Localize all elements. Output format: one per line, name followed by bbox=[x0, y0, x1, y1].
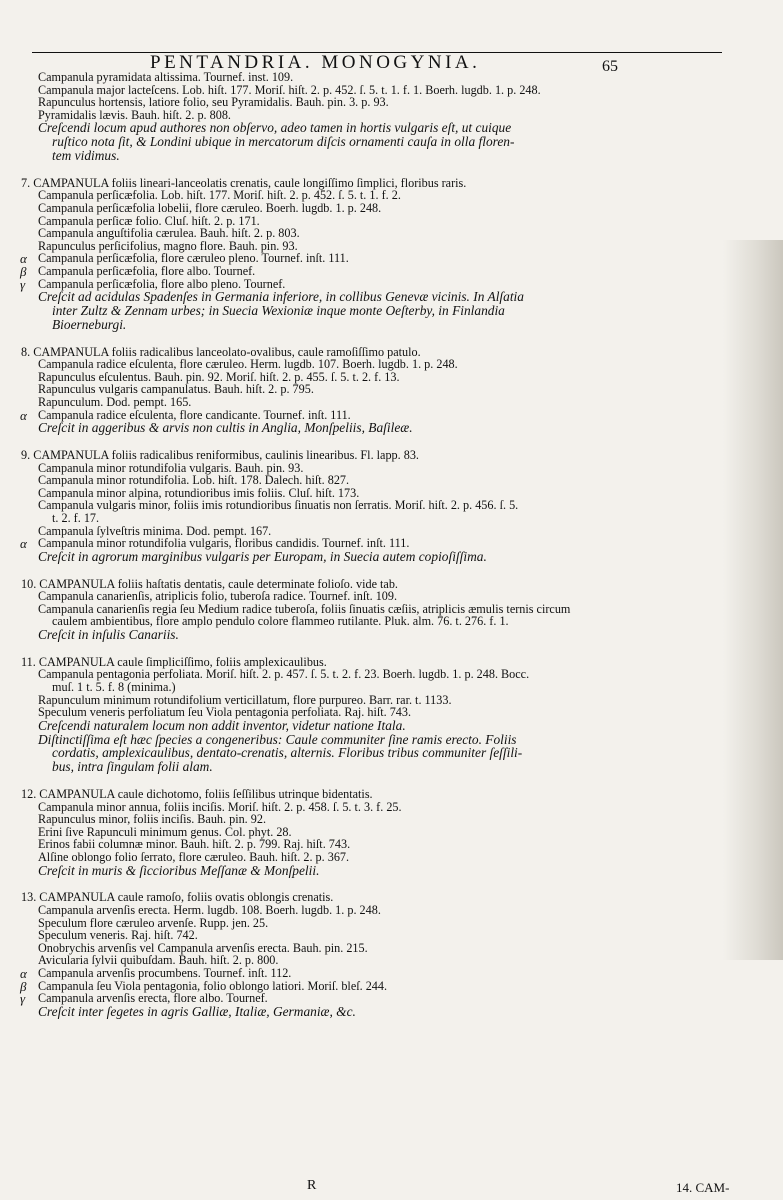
synonym-line: Campanula perſicæfolia lobelii, flore cæruleo. Boerh. lugdb. 1. p. 248. bbox=[38, 201, 382, 215]
synonym-line: Campanula canarienſis regia ſeu Medium radice tuberoſa, foliis ſinuatis cæſiis, atriplicis æmulis ternis circum bbox=[38, 601, 571, 616]
habitat-note: ruſtico nota ſit, & Londini ubique in mercatorum diſcis ornamenti cauſa in olla floren- bbox=[52, 134, 515, 150]
variety-marker: γ bbox=[20, 991, 26, 1007]
habitat-note: Creſcit in aggeribus & arvis non cultis in Anglia, Monſpeliis, Baſileæ. bbox=[38, 420, 413, 436]
synonym-line: Campanula canarienſis, atriplicis folio, tuberoſa radice. Tournef. inſt. 109. bbox=[38, 589, 398, 604]
synonym-line: Pyramidalis lævis. Bauh. hiſt. 2. p. 808. bbox=[38, 107, 231, 122]
species-heading: 8. CAMPANULA foliis radicalibus lanceolato-ovalibus, caule ramoſiſſimo patulo. bbox=[21, 344, 421, 359]
synonym-line: Rapunculum. Dod. pempt. 165. bbox=[38, 395, 192, 409]
synonym-line: Campanula arvenſis procumbens. Tournef. inſt. 112. bbox=[38, 966, 292, 980]
habitat-note: Creſcit in inſulis Canariis. bbox=[38, 627, 179, 642]
variety-marker: α bbox=[20, 407, 27, 423]
synonym-line: Campanula ſylveſtris minima. Dod. pempt. 167. bbox=[38, 523, 272, 538]
synonym-line: Campanula minor alpina, rotundioribus imis foliis. Cluſ. hiſt. 173. bbox=[38, 485, 360, 500]
synonym-line: muſ. 1 t. 5. f. 8 (minima.) bbox=[52, 680, 176, 694]
synonym-line: Campanula ſeu Viola pentagonia, folio oblongo latiori. Moriſ. bleſ. 244. bbox=[38, 978, 388, 993]
species-heading: 12. CAMPANULA caule dichotomo, foliis ſeſſilibus utrinque bidentatis. bbox=[21, 787, 373, 801]
species-heading: 9. CAMPANULA foliis radicalibus reniformibus, caulinis linearibus. Fl. lapp. 83. bbox=[21, 448, 419, 462]
habitat-note: Bioerneburgi. bbox=[52, 316, 127, 332]
synonym-line: Campanula minor annua, foliis inciſis. Moriſ. hiſt. 2. p. 458. ſ. 5. t. 3. f. 25. bbox=[38, 799, 402, 814]
synonym-line: Speculum veneris perfoliatum ſeu Viola pentagonia perfoliata. Raj. hiſt. 743. bbox=[38, 705, 412, 720]
variety-marker: β bbox=[20, 264, 27, 279]
synonym-line: Campanula major lacteſcens. Lob. hiſt. 177. Moriſ. hiſt. 2. p. 452. ſ. 5. t. 1. f. 1. Boerh. lugdb. 1. p. 248. bbox=[38, 82, 541, 97]
synonym-line: Rapunculum minimum rotundifolium verticillatum, flore purpureo. Barr. rar. t. 1133. bbox=[38, 692, 452, 707]
synonym-line: Campanula perſicæfolia, flore cæruleo pleno. Tournef. inſt. 111. bbox=[38, 251, 349, 266]
synonym-line: Campanula perſicæfolia. Lob. hiſt. 177. Moriſ. hiſt. 2. p. 452. ſ. 5. t. 1. f. 2. bbox=[38, 188, 401, 203]
synonym-line: Speculum veneris. Raj. hiſt. 742. bbox=[38, 928, 198, 943]
habitat-note: Creſcendi naturalem locum non addit inventor, videtur natione Itala. bbox=[38, 717, 406, 733]
bleed-through-shadow bbox=[723, 240, 783, 960]
synonym-line: Rapunculus vulgaris campanulatus. Bauh. hiſt. 2. p. 795. bbox=[38, 382, 314, 397]
synonym-line: Campanula radice eſculenta, flore cæruleo. Herm. lugdb. 107. Boerh. lugdb. 1. p. 248. bbox=[38, 357, 458, 372]
synonym-line: Campanula perſicæfolia, flore albo pleno. Tournef. bbox=[38, 276, 286, 291]
synonym-line: Rapunculus minor, foliis inciſis. Bauh. pin. 92. bbox=[38, 812, 267, 827]
synonym-line: Campanula anguſtifolia cærulea. Bauh. hiſt. 2. p. 803. bbox=[38, 226, 300, 241]
synonym-line: Campanula pentagonia perfoliata. Moriſ. hiſt. 2. p. 457. ſ. 5. t. 2. f. 23. Boerh. lugdb. 1. p. 248. Bocc. bbox=[38, 667, 530, 682]
synonym-line: caulem ambientibus, flore amplo pendulo colore flammeo rutilante. Pluk. alm. 76. t. 276. f. 1. bbox=[52, 614, 509, 629]
habitat-note: cordatis, amplexicaulibus, dentato-crenatis, alternis. Floribus tribus communiter ſeſſili- bbox=[52, 745, 523, 761]
habitat-note: inter Zultz & Zennam urbes; in Suecia Wexioniæ inque monte Oeſterby, in Finlandia bbox=[52, 303, 505, 318]
synonym-line: Campanula perſicæfolia, flore albo. Tournef. bbox=[38, 264, 256, 278]
synonym-line: t. 2. f. 17. bbox=[52, 511, 100, 525]
variety-marker: α bbox=[20, 251, 27, 267]
synonym-line: Campanula vulgaris minor, foliis imis rotundioribus ſinuatis non ſerratis. Moriſ. hiſt. 2. p. 456. ſ. 5. bbox=[38, 498, 519, 513]
synonym-line: Campanula pyramidata altissima. Tournef. inst. 109. bbox=[38, 70, 294, 84]
catchword: 14. CAM- bbox=[676, 1180, 730, 1195]
variety-marker: α bbox=[20, 536, 27, 552]
synonym-line: Speculum flore cæruleo arvenſe. Rupp. jen. 25. bbox=[38, 915, 269, 930]
running-head: PENTANDRIA. MONOGYNIA. bbox=[150, 52, 481, 73]
synonym-line: Campanula arvenſis erecta. Herm. lugdb. 108. Boerh. lugdb. 1. p. 248. bbox=[38, 903, 381, 917]
species-heading: 13. CAMPANULA caule ramoſo, foliis ovatis oblongis crenatis. bbox=[21, 890, 334, 905]
synonym-line: Onobrychis arvenſis vel Campanula arvenſis erecta. Bauh. pin. 215. bbox=[38, 940, 368, 955]
page-number: 65 bbox=[602, 58, 618, 75]
synonym-line: Avicularia ſylvii quibuſdam. Bauh. hiſt. 2. p. 800. bbox=[38, 953, 279, 968]
signature-mark: R bbox=[307, 1178, 317, 1193]
habitat-note: Creſcendi locum apud authores non obſervo, adeo tamen in hortis vulgaris eſt, ut cuique bbox=[38, 120, 512, 136]
species-heading: 7. CAMPANULA foliis lineari-lanceolatis crenatis, caule longiſſimo ſimplici, floribus raris. bbox=[21, 175, 467, 190]
habitat-note: Creſcit inter ſegetes in agris Galliæ, Italiæ, Germaniæ, &c. bbox=[38, 1003, 356, 1019]
synonym-line: Campanula minor rotundifolia. Lob. hiſt. 178. Dalech. hiſt. 827. bbox=[38, 473, 350, 488]
variety-marker: α bbox=[20, 966, 27, 981]
species-heading: 11. CAMPANULA caule ſimpliciſſimo, foliis amplexicaulibus. bbox=[21, 654, 327, 669]
variety-marker: γ bbox=[20, 276, 26, 292]
synonym-line: Campanula minor rotundifolia vulgaris, floribus candidis. Tournef. inſt. 111. bbox=[38, 536, 410, 551]
synonym-line: Campanula minor rotundifolia vulgaris. Bauh. pin. 93. bbox=[38, 460, 304, 475]
synonym-line: Campanula perſicæ folio. Cluſ. hiſt. 2. p. 171. bbox=[38, 213, 260, 228]
species-heading: 10. CAMPANULA foliis haſtatis dentatis, caule determinate folioſo. vide tab. bbox=[21, 576, 398, 591]
variety-marker: β bbox=[20, 978, 27, 994]
synonym-line: Erinos fabii columnæ minor. Bauh. hiſt. 2. p. 799. Raj. hiſt. 743. bbox=[38, 837, 351, 852]
synonym-line: Campanula arvenſis erecta, flore albo. Tournef. bbox=[38, 991, 268, 1006]
synonym-line: Rapunculus perſicifolius, magno flore. Bauh. pin. 93. bbox=[38, 238, 298, 253]
habitat-note: Creſcit in muris & ſiccioribus Meſſanæ & Monſpelii. bbox=[38, 862, 320, 878]
synonym-line: Erini ſive Rapunculi minimum genus. Col. phyt. 28. bbox=[38, 824, 292, 839]
synonym-line: Rapunculus eſculentus. Bauh. pin. 92. Moriſ. hiſt. 2. p. 455. ſ. 5. t. 2. f. 13. bbox=[38, 369, 400, 384]
synonym-line: Alſine oblongo folio ſerrato, flore cæruleo. Bauh. hiſt. 2. p. 367. bbox=[38, 850, 350, 864]
habitat-note: tem vidimus. bbox=[52, 148, 120, 163]
synonym-line: Campanula radice eſculenta, flore candicante. Tournef. inſt. 111. bbox=[38, 407, 351, 422]
habitat-note: bus, intra ſingulam folii alam. bbox=[52, 759, 213, 775]
habitat-note: Creſcit ad acidulas Spadenſes in Germania inferiore, in collibus Genevæ vicinis. In Alſatia bbox=[38, 289, 524, 305]
habitat-note: Diſtinctiſſima eſt hæc ſpecies a congeneribus: Caule communiter ſine ramis erecto. Foliis bbox=[38, 731, 517, 747]
synonym-line: Rapunculus hortensis, latiore folio, seu Pyramidalis. Bauh. pin. 3. p. 93. bbox=[38, 95, 389, 110]
habitat-note: Creſcit in agrorum marginibus vulgaris per Europam, in Suecia autem copioſiſſima. bbox=[38, 548, 487, 564]
